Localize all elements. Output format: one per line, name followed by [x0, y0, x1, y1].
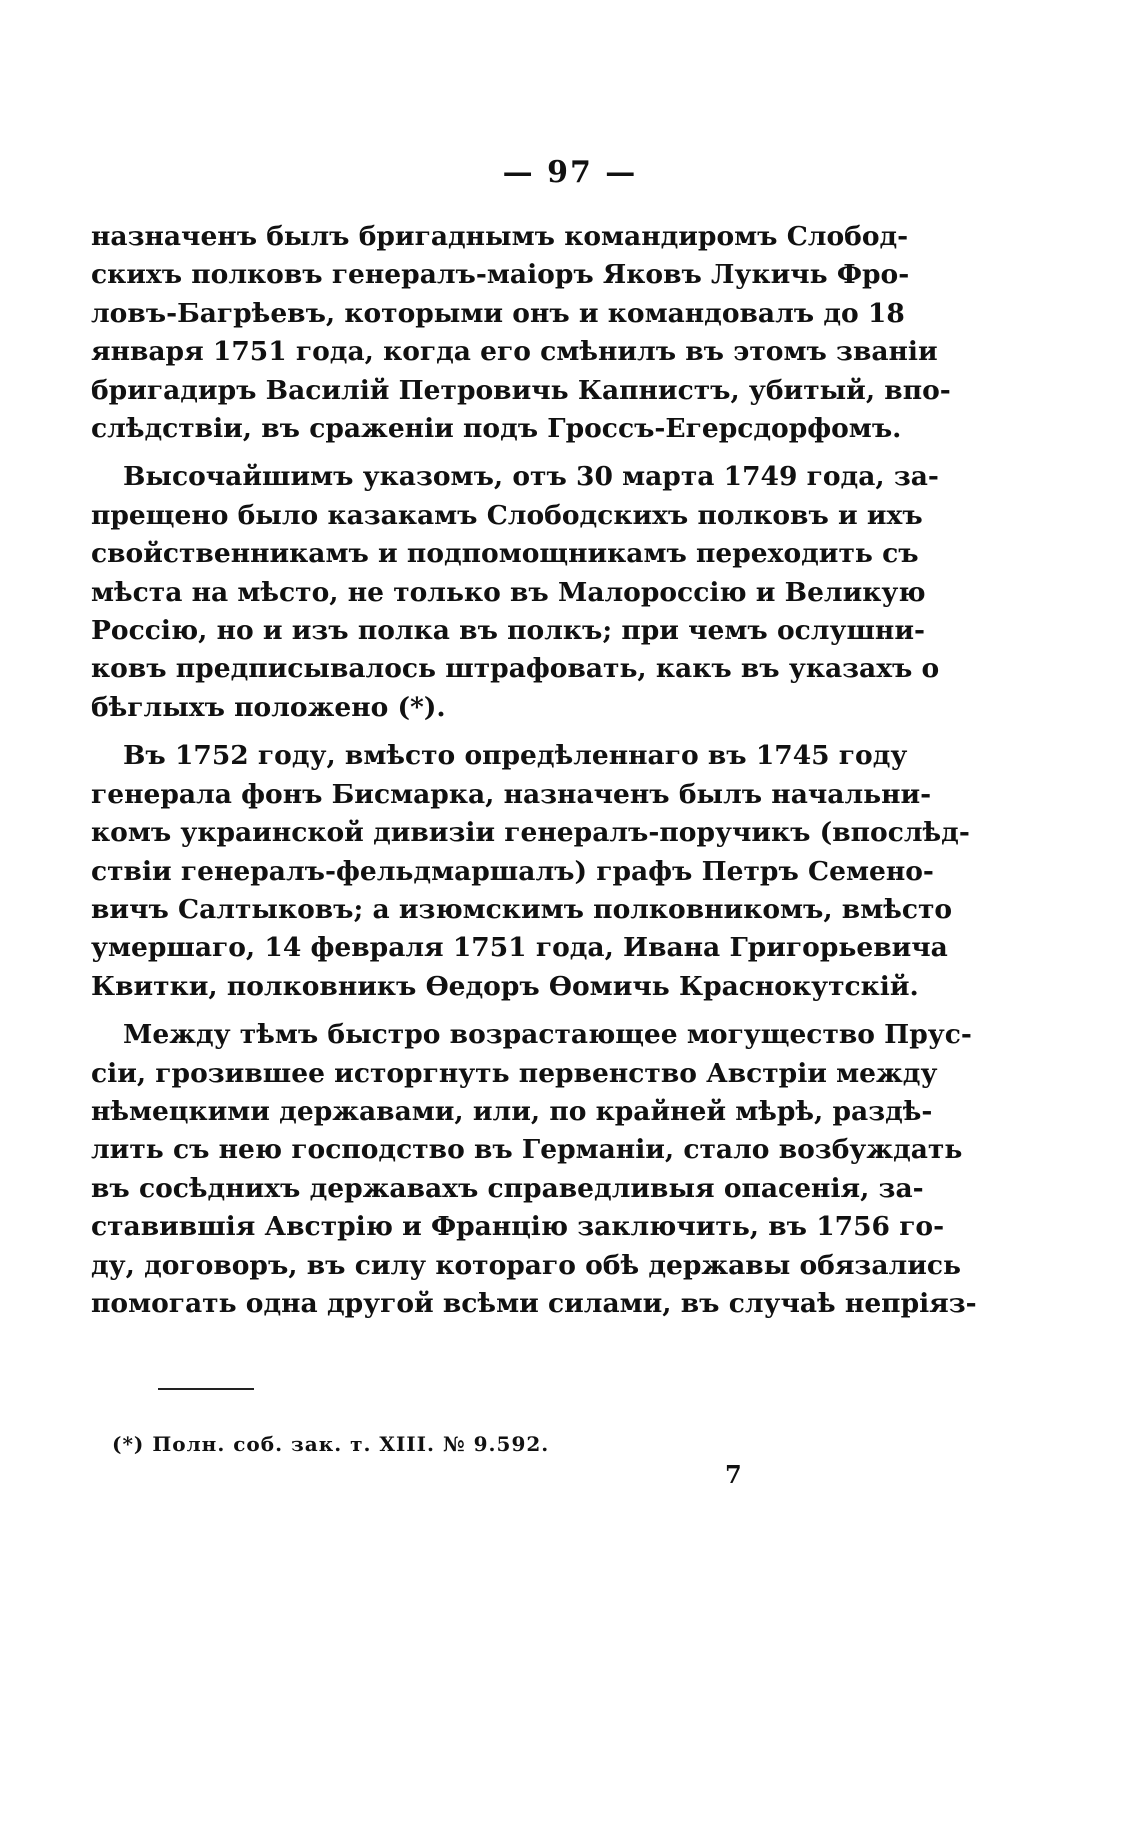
text-line: ставившія Австрію и Францію заключить, въ 1756 го- [91, 1211, 945, 1243]
text-line: сіи, грозившее исторгнуть первенство Австріи между [91, 1057, 938, 1089]
text-line: мѣста на мѣсто, не только въ Малороссію и Великую [91, 576, 926, 608]
text-line: ловъ-Багрѣевъ, которыми онъ и командовалъ до 18 [91, 297, 905, 329]
footnote: (*) Полн. соб. зак. т. XIII. № 9.592. [112, 1432, 550, 1456]
text-line: вичъ Салтыковъ; а изюмскимъ полковникомъ, вмѣсто [91, 893, 953, 925]
text-line: помогать одна другой всѣми силами, въ случаѣ непріяз- [91, 1287, 977, 1319]
text-line: въ сосѣднихъ державахъ справедливыя опасенія, за- [91, 1172, 924, 1204]
footnote-rule [158, 1388, 254, 1390]
paragraph-4 [91, 1016, 977, 1323]
main-text [91, 218, 977, 1333]
text-line: ствіи генералъ-фельдмаршалъ) графъ Петръ Семено- [91, 855, 934, 887]
text-line: января 1751 года, когда его смѣнилъ въ этомъ званіи [91, 336, 938, 368]
text-line: комъ украинской дивизіи генералъ-поручикъ (впослѣд- [91, 817, 970, 849]
text-line: скихъ полковъ генералъ-маіоръ Яковъ Лукичь Фро- [91, 259, 910, 291]
paragraph-1 [91, 218, 951, 448]
text-line: прещено было казакамъ Слободскихъ полковъ и ихъ [91, 499, 923, 531]
text-line: Квитки, полковникъ Ѳедоръ Ѳомичь Краснокутскій. [91, 970, 919, 1002]
text-line: лить съ нею господство въ Германіи, стало возбуждать [91, 1134, 963, 1166]
text-line: назначенъ былъ бригаднымъ командиромъ Слобод- [91, 221, 909, 252]
text-line: генерала фонъ Бисмарка, назначенъ былъ начальни- [91, 778, 932, 810]
text-line: слѣдствіи, въ сраженіи подъ Гроссъ-Егерсдорфомъ. [91, 413, 902, 445]
text-line: ду, договоръ, въ силу котораго обѣ державы обязались [91, 1249, 961, 1281]
paragraph-2 [91, 458, 940, 727]
text-line: Между тѣмъ быстро возрастающее могущество Прус- [123, 1019, 972, 1051]
signature-mark: 7 [725, 1460, 742, 1489]
text-line: Въ 1752 году, вмѣсто опредѣленнаго въ 1745 году [123, 740, 908, 772]
text-line: бригадиръ Василій Петровичь Капнистъ, убитый, впо- [91, 374, 951, 406]
text-line: нѣмецкими державами, или, по крайней мѣрѣ, раздѣ- [91, 1095, 933, 1127]
text-line: свойственникамъ и подпомощникамъ переходить съ [91, 538, 919, 570]
text-line: Высочайшимъ указомъ, отъ 30 марта 1749 года, за- [123, 461, 939, 493]
text-line: умершаго, 14 февраля 1751 года, Ивана Григорьевича [91, 932, 948, 964]
text-line: бѣглыхъ положено (*). [91, 691, 446, 723]
text-line: ковъ предписывалось штрафовать, какъ въ указахъ о [91, 653, 940, 685]
page-number: — 97 — [502, 155, 638, 190]
paragraph-3 [91, 737, 970, 1006]
text-line: Россію, но и изъ полка въ полкъ; при чемъ ослушни- [91, 615, 925, 647]
